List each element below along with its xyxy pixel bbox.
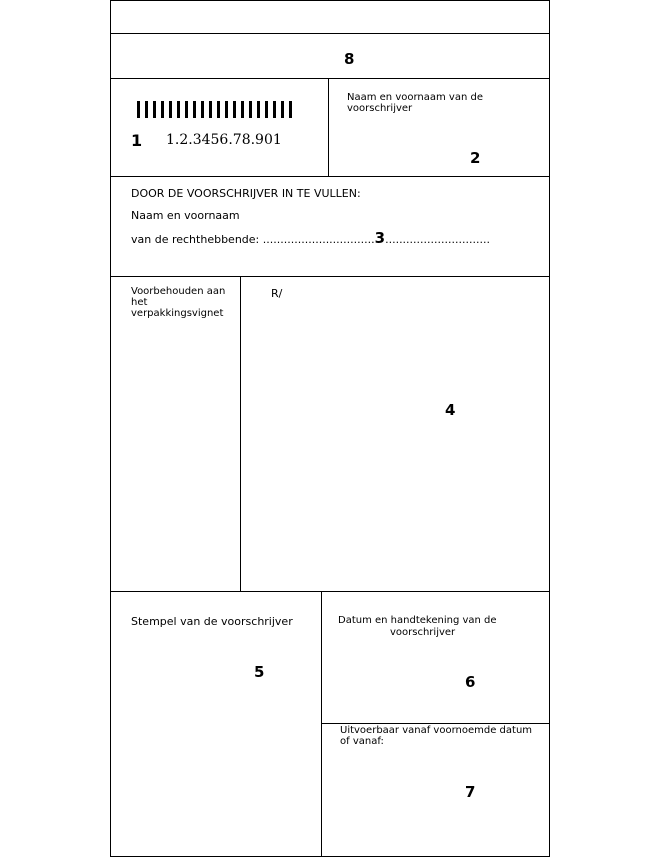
beneficiary-line	[131, 229, 490, 247]
divider	[111, 33, 549, 34]
field-6-number: 6	[465, 673, 476, 691]
field-4-number: 4	[445, 401, 456, 419]
dotted-line: ..............................	[385, 233, 490, 246]
divider	[111, 78, 549, 79]
barcode-bar	[185, 101, 188, 118]
field-3-number: 3	[374, 229, 386, 247]
barcode-number: 1.2.3456.78.901	[166, 132, 282, 148]
beneficiary-name-label: Naam en voornaam	[131, 209, 240, 222]
barcode-bar	[249, 101, 252, 118]
divider	[111, 591, 549, 592]
barcode-bar	[265, 101, 268, 118]
barcode-bar	[217, 101, 220, 118]
barcode-bar	[193, 101, 196, 118]
vignet-label: Voorbehouden aan het verpakkingsvignet	[131, 286, 226, 319]
barcode-bar	[209, 101, 212, 118]
barcode-bar	[241, 101, 244, 118]
barcode	[137, 101, 292, 118]
divider	[240, 276, 241, 591]
divider	[111, 276, 549, 277]
rx-label: R/	[271, 287, 283, 300]
date-signature-label: Datum en handtekening van de	[338, 615, 497, 626]
barcode-bar	[273, 101, 276, 118]
beneficiary-label: van de rechthebbende:	[131, 233, 263, 246]
field-1-number: 1	[131, 131, 143, 150]
barcode-bar	[289, 101, 292, 118]
barcode-bar	[233, 101, 236, 118]
prescription-form	[110, 0, 550, 857]
divider	[328, 78, 329, 176]
barcode-bar	[145, 101, 148, 118]
field-7-number: 7	[465, 783, 476, 801]
barcode-bar	[153, 101, 156, 118]
stamp-label: Stempel van de voorschrijver	[131, 615, 293, 628]
barcode-bar	[169, 101, 172, 118]
barcode-bar	[257, 101, 260, 118]
barcode-bar	[177, 101, 180, 118]
barcode-bar	[201, 101, 204, 118]
field-2-number: 2	[470, 149, 481, 167]
divider	[111, 176, 549, 177]
divider	[321, 723, 549, 724]
barcode-bar	[281, 101, 284, 118]
field-5-number: 5	[254, 663, 265, 681]
executable-from-label: Uitvoerbaar vanaf voornoemde datum of vanaf:	[340, 725, 533, 747]
barcode-bar	[137, 101, 140, 118]
prescriber-name-label: Naam en voornaam van de voorschrijver	[347, 92, 483, 114]
section-heading: DOOR DE VOORSCHRIJVER IN TE VULLEN:	[131, 187, 361, 200]
barcode-bar	[161, 101, 164, 118]
divider	[321, 591, 322, 856]
barcode-bar	[225, 101, 228, 118]
date-signature-label-cont: voorschrijver	[390, 627, 456, 638]
dotted-line: ................................	[262, 233, 375, 246]
field-8-number: 8	[344, 50, 355, 68]
